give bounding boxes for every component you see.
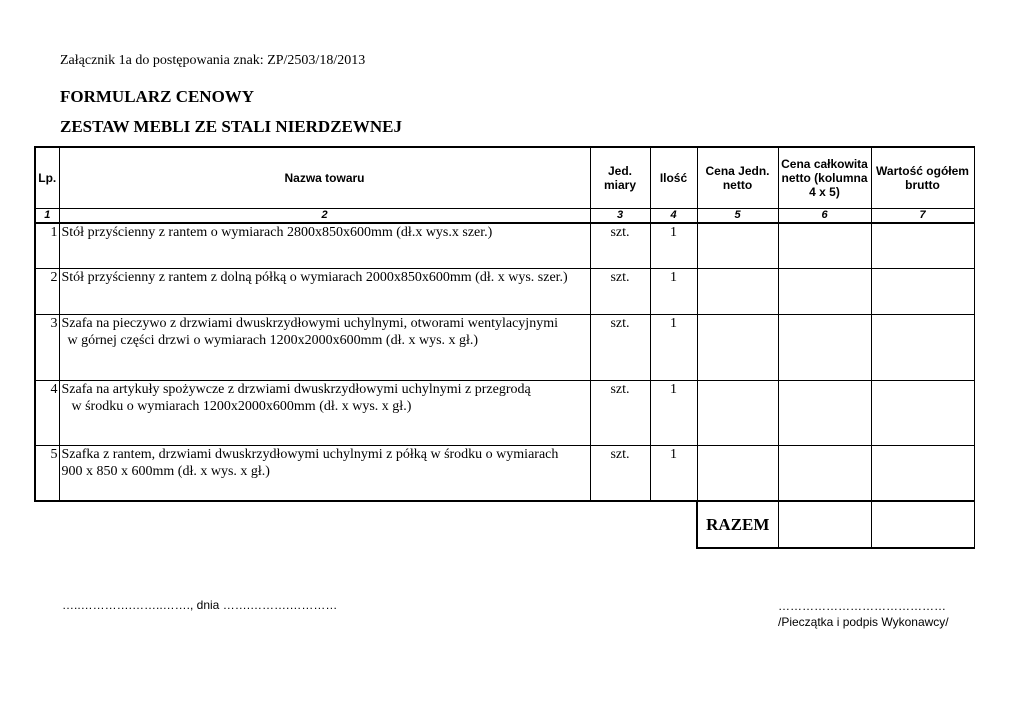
signature-block bbox=[778, 598, 949, 630]
row-qty: 1 bbox=[650, 268, 697, 314]
row-total-net-cell[interactable] bbox=[778, 223, 871, 268]
signature-label: /Pieczątka i podpis Wykonawcy/ bbox=[778, 615, 949, 629]
row-name bbox=[59, 223, 590, 268]
row-name-line1: Szafka z rantem, drzwiami dwuskrzydłowymi uchylnymi z półką w środku o wymiarach bbox=[61, 446, 559, 462]
table-row bbox=[35, 223, 974, 268]
header-name: Nazwa towaru bbox=[59, 147, 590, 209]
total-row bbox=[35, 501, 974, 548]
row-name-line1: Szafa na pieczywo z drzwiami dwuskrzydłowymi uchylnymi, otworami wentylacyjnymi bbox=[61, 315, 558, 331]
row-name bbox=[59, 380, 590, 445]
header-unit-price bbox=[697, 147, 778, 209]
header-unit-price-line2: netto bbox=[722, 178, 753, 192]
header-total-net bbox=[778, 147, 871, 209]
table-row bbox=[35, 445, 974, 501]
row-gross-cell[interactable] bbox=[871, 445, 974, 501]
row-qty: 1 bbox=[650, 380, 697, 445]
total-spacer bbox=[650, 501, 697, 548]
table-row bbox=[35, 380, 974, 445]
row-lp: 5 bbox=[35, 445, 59, 501]
row-unit-price-cell[interactable] bbox=[697, 223, 778, 268]
row-name-line1: Szafa na artykuły spożywcze z drzwiami dwuskrzydłowymi uchylnymi z przegrodą bbox=[61, 381, 531, 397]
date-line: …..………….……..……., dnia …….……….………… bbox=[62, 598, 338, 612]
row-unit-price-cell[interactable] bbox=[697, 314, 778, 380]
row-unit: szt. bbox=[590, 314, 650, 380]
row-name-line1: Stół przyścienny z rantem z dolną półką o wymiarach 2000x850x600mm (dł. x wys. szer.) bbox=[61, 269, 568, 285]
row-unit-price-cell[interactable] bbox=[697, 380, 778, 445]
row-gross-cell[interactable] bbox=[871, 314, 974, 380]
column-number: 3 bbox=[590, 209, 650, 224]
row-qty: 1 bbox=[650, 445, 697, 501]
row-total-net-cell[interactable] bbox=[778, 268, 871, 314]
row-unit: szt. bbox=[590, 223, 650, 268]
price-table bbox=[34, 146, 975, 549]
column-number: 6 bbox=[778, 209, 871, 224]
row-gross-cell[interactable] bbox=[871, 380, 974, 445]
header-unit bbox=[590, 147, 650, 209]
column-number: 1 bbox=[35, 209, 59, 224]
total-spacer bbox=[35, 501, 59, 548]
header-total-net-line2: netto (kolumna bbox=[781, 171, 868, 185]
column-number: 5 bbox=[697, 209, 778, 224]
row-name-line2: w górnej części drzwi o wymiarach 1200x2000x600mm (dł. x wys. x gł.) bbox=[67, 332, 479, 348]
row-total-net-cell[interactable] bbox=[778, 445, 871, 501]
row-lp: 2 bbox=[35, 268, 59, 314]
column-number: 2 bbox=[59, 209, 590, 224]
row-unit-price-cell[interactable] bbox=[697, 445, 778, 501]
row-qty: 1 bbox=[650, 223, 697, 268]
total-gross-cell[interactable] bbox=[871, 501, 974, 548]
column-number: 4 bbox=[650, 209, 697, 224]
signature-dots: …………………………………… bbox=[778, 599, 946, 613]
row-unit-price-cell[interactable] bbox=[697, 268, 778, 314]
row-name-line2: w środku o wymiarach 1200x2000x600mm (dł. x wys. x gł.) bbox=[71, 398, 412, 414]
header-total-net-line1: Cena całkowita bbox=[781, 157, 868, 171]
row-unit: szt. bbox=[590, 380, 650, 445]
attachment-reference: Załącznik 1a do postępowania znak: ZP/2503/18/2013 bbox=[60, 53, 366, 68]
header-gross-line1: Wartość ogółem bbox=[876, 164, 969, 178]
row-lp: 1 bbox=[35, 223, 59, 268]
table-row bbox=[35, 268, 974, 314]
row-unit: szt. bbox=[590, 268, 650, 314]
row-name-line2: 900 x 850 x 600mm (dł. x wys. x gł.) bbox=[61, 463, 270, 479]
form-title: FORMULARZ CENOWY bbox=[60, 87, 255, 106]
form-subtitle: ZESTAW MEBLI ZE STALI NIERDZEWNEJ bbox=[60, 117, 402, 136]
header-unit-price-line1: Cena Jedn. bbox=[705, 164, 770, 178]
header-qty: Ilość bbox=[650, 147, 697, 209]
header-lp: Lp. bbox=[35, 147, 59, 209]
row-qty: 1 bbox=[650, 314, 697, 380]
row-unit: szt. bbox=[590, 445, 650, 501]
total-label: RAZEM bbox=[697, 501, 778, 548]
row-name bbox=[59, 445, 590, 501]
column-number: 7 bbox=[871, 209, 974, 224]
row-total-net-cell[interactable] bbox=[778, 314, 871, 380]
column-number-row bbox=[35, 209, 974, 224]
header-row bbox=[35, 147, 974, 209]
header-gross-line2: brutto bbox=[905, 178, 940, 192]
row-name bbox=[59, 314, 590, 380]
total-net-cell[interactable] bbox=[778, 501, 871, 548]
header-gross bbox=[871, 147, 974, 209]
header-total-net-line3: 4 x 5) bbox=[809, 185, 840, 199]
total-spacer bbox=[59, 501, 590, 548]
row-name-line1: Stół przyścienny z rantem o wymiarach 2800x850x600mm (dł.x wys.x szer.) bbox=[61, 225, 493, 240]
row-total-net-cell[interactable] bbox=[778, 380, 871, 445]
table-row bbox=[35, 314, 974, 380]
row-lp: 4 bbox=[35, 380, 59, 445]
total-spacer bbox=[590, 501, 650, 548]
header-unit-line1: Jed. bbox=[607, 164, 632, 178]
header-unit-line2: miary bbox=[603, 178, 637, 192]
row-gross-cell[interactable] bbox=[871, 268, 974, 314]
row-name bbox=[59, 268, 590, 314]
row-lp: 3 bbox=[35, 314, 59, 380]
row-gross-cell[interactable] bbox=[871, 223, 974, 268]
